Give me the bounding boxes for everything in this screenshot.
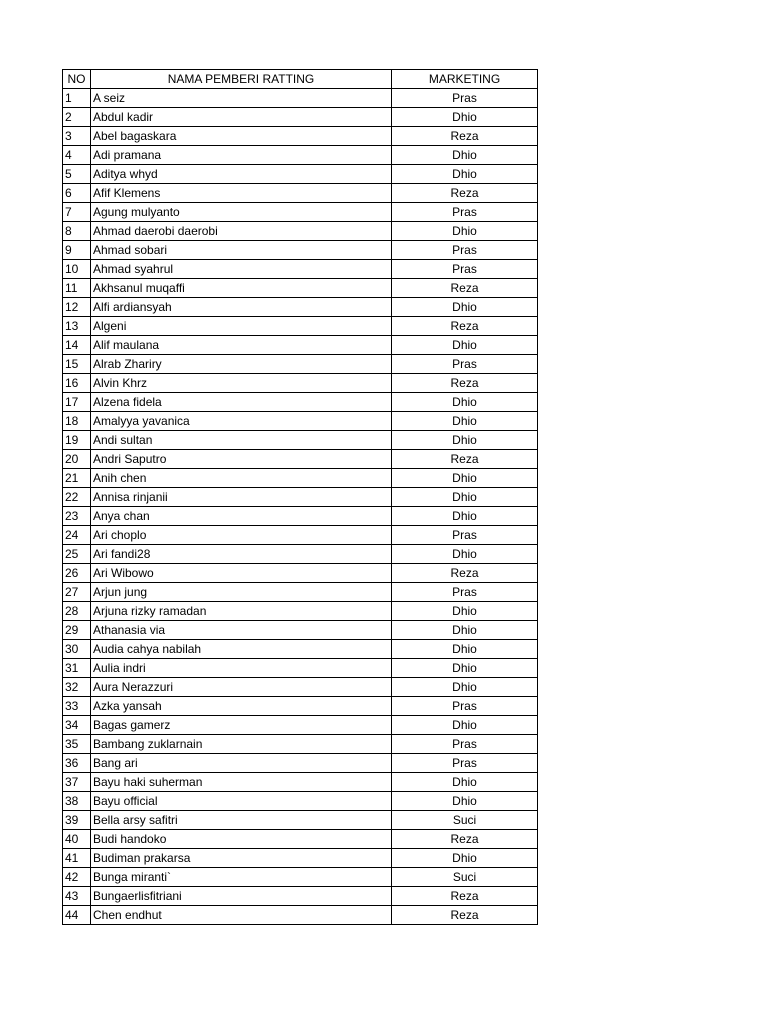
table-row (63, 602, 538, 621)
row-marketing: Dhio (392, 773, 538, 792)
row-marketing: Dhio (392, 640, 538, 659)
table-row (63, 317, 538, 336)
table-row (63, 260, 538, 279)
table-row (63, 222, 538, 241)
row-name: Bungaerlisfitriani (91, 887, 392, 906)
row-name: Alzena fidela (91, 393, 392, 412)
table-row (63, 146, 538, 165)
row-marketing: Dhio (392, 412, 538, 431)
table-row (63, 621, 538, 640)
row-name: Arjuna rizky ramadan (91, 602, 392, 621)
table-row (63, 830, 538, 849)
table-row (63, 849, 538, 868)
rating-table (62, 69, 538, 925)
row-marketing: Dhio (392, 792, 538, 811)
table-row (63, 279, 538, 298)
row-name: Alfi ardiansyah (91, 298, 392, 317)
row-name: Audia cahya nabilah (91, 640, 392, 659)
table-row (63, 203, 538, 222)
row-marketing: Dhio (392, 298, 538, 317)
row-number: 21 (63, 469, 91, 488)
row-marketing: Suci (392, 868, 538, 887)
row-marketing: Dhio (392, 849, 538, 868)
table-row (63, 127, 538, 146)
row-number: 38 (63, 792, 91, 811)
row-number: 35 (63, 735, 91, 754)
table-row (63, 393, 538, 412)
row-marketing: Reza (392, 184, 538, 203)
row-number: 2 (63, 108, 91, 127)
header-marketing: MARKETING (392, 70, 538, 89)
row-number: 42 (63, 868, 91, 887)
row-number: 41 (63, 849, 91, 868)
row-name: Annisa rinjanii (91, 488, 392, 507)
row-number: 40 (63, 830, 91, 849)
row-number: 7 (63, 203, 91, 222)
table-row (63, 640, 538, 659)
row-number: 12 (63, 298, 91, 317)
row-name: Aulia indri (91, 659, 392, 678)
row-number: 10 (63, 260, 91, 279)
row-name: Alrab Zhariry (91, 355, 392, 374)
row-name: Ahmad syahrul (91, 260, 392, 279)
table-row (63, 887, 538, 906)
row-marketing: Reza (392, 830, 538, 849)
row-number: 27 (63, 583, 91, 602)
row-number: 1 (63, 89, 91, 108)
row-marketing: Dhio (392, 507, 538, 526)
row-marketing: Dhio (392, 393, 538, 412)
row-number: 11 (63, 279, 91, 298)
row-name: Ahmad daerobi daerobi (91, 222, 392, 241)
header-name: NAMA PEMBERI RATTING (91, 70, 392, 89)
row-number: 15 (63, 355, 91, 374)
table-row (63, 108, 538, 127)
row-marketing: Pras (392, 241, 538, 260)
row-name: Amalyya yavanica (91, 412, 392, 431)
row-name: Algeni (91, 317, 392, 336)
row-name: Andi sultan (91, 431, 392, 450)
row-marketing: Reza (392, 127, 538, 146)
row-number: 8 (63, 222, 91, 241)
row-marketing: Dhio (392, 165, 538, 184)
row-name: Athanasia via (91, 621, 392, 640)
table-row (63, 241, 538, 260)
row-number: 34 (63, 716, 91, 735)
table-row (63, 450, 538, 469)
row-marketing: Suci (392, 811, 538, 830)
row-name: Afif Klemens (91, 184, 392, 203)
row-number: 16 (63, 374, 91, 393)
row-marketing: Pras (392, 89, 538, 108)
row-name: Ari Wibowo (91, 564, 392, 583)
row-name: Ari fandi28 (91, 545, 392, 564)
header-no: NO (63, 70, 91, 89)
row-marketing: Pras (392, 526, 538, 545)
row-marketing: Dhio (392, 469, 538, 488)
row-marketing: Pras (392, 260, 538, 279)
row-name: Akhsanul muqaffi (91, 279, 392, 298)
row-marketing: Pras (392, 583, 538, 602)
row-marketing: Reza (392, 279, 538, 298)
table-row (63, 488, 538, 507)
table-row (63, 545, 538, 564)
row-number: 32 (63, 678, 91, 697)
row-number: 30 (63, 640, 91, 659)
row-name: Arjun jung (91, 583, 392, 602)
row-name: Anya chan (91, 507, 392, 526)
table-row (63, 754, 538, 773)
row-name: Aditya whyd (91, 165, 392, 184)
row-marketing: Dhio (392, 716, 538, 735)
row-number: 29 (63, 621, 91, 640)
table-row (63, 906, 538, 925)
row-number: 28 (63, 602, 91, 621)
table-row (63, 184, 538, 203)
row-name: Anih chen (91, 469, 392, 488)
table-row (63, 773, 538, 792)
row-name: Budi handoko (91, 830, 392, 849)
row-marketing: Reza (392, 564, 538, 583)
row-marketing: Dhio (392, 431, 538, 450)
row-marketing: Pras (392, 355, 538, 374)
row-number: 17 (63, 393, 91, 412)
row-name: A seiz (91, 89, 392, 108)
row-name: Budiman prakarsa (91, 849, 392, 868)
row-marketing: Dhio (392, 602, 538, 621)
row-number: 22 (63, 488, 91, 507)
table-row (63, 678, 538, 697)
table-row (63, 868, 538, 887)
row-number: 37 (63, 773, 91, 792)
row-name: Bella arsy safitri (91, 811, 392, 830)
row-name: Bayu haki suherman (91, 773, 392, 792)
row-number: 39 (63, 811, 91, 830)
table-row (63, 165, 538, 184)
table-row (63, 431, 538, 450)
row-marketing: Dhio (392, 222, 538, 241)
row-marketing: Pras (392, 735, 538, 754)
table-row (63, 526, 538, 545)
row-name: Adi pramana (91, 146, 392, 165)
row-name: Bang ari (91, 754, 392, 773)
table-row (63, 336, 538, 355)
row-name: Ahmad sobari (91, 241, 392, 260)
row-name: Azka yansah (91, 697, 392, 716)
table-row (63, 792, 538, 811)
header-row (63, 70, 538, 89)
table-row (63, 811, 538, 830)
row-number: 19 (63, 431, 91, 450)
row-marketing: Dhio (392, 488, 538, 507)
row-number: 9 (63, 241, 91, 260)
row-marketing: Reza (392, 450, 538, 469)
row-marketing: Reza (392, 906, 538, 925)
table-row (63, 89, 538, 108)
row-name: Bambang zuklarnain (91, 735, 392, 754)
row-marketing: Reza (392, 317, 538, 336)
row-name: Ari choplo (91, 526, 392, 545)
row-marketing: Dhio (392, 545, 538, 564)
row-name: Alif maulana (91, 336, 392, 355)
table-row (63, 564, 538, 583)
table-row (63, 659, 538, 678)
row-number: 4 (63, 146, 91, 165)
row-number: 26 (63, 564, 91, 583)
row-number: 36 (63, 754, 91, 773)
table-row (63, 298, 538, 317)
table-row (63, 697, 538, 716)
row-marketing: Dhio (392, 108, 538, 127)
row-marketing: Dhio (392, 336, 538, 355)
row-number: 14 (63, 336, 91, 355)
row-number: 3 (63, 127, 91, 146)
row-name: Bagas gamerz (91, 716, 392, 735)
row-marketing: Dhio (392, 621, 538, 640)
row-name: Aura Nerazzuri (91, 678, 392, 697)
row-number: 24 (63, 526, 91, 545)
row-number: 43 (63, 887, 91, 906)
row-marketing: Dhio (392, 678, 538, 697)
table-row (63, 716, 538, 735)
table-row (63, 374, 538, 393)
row-number: 5 (63, 165, 91, 184)
row-marketing: Pras (392, 754, 538, 773)
table-body (63, 89, 538, 925)
row-marketing: Pras (392, 203, 538, 222)
row-marketing: Dhio (392, 146, 538, 165)
row-number: 6 (63, 184, 91, 203)
row-name: Abdul kadir (91, 108, 392, 127)
row-number: 18 (63, 412, 91, 431)
row-name: Abel bagaskara (91, 127, 392, 146)
row-number: 25 (63, 545, 91, 564)
row-marketing: Pras (392, 697, 538, 716)
row-name: Andri Saputro (91, 450, 392, 469)
table-row (63, 735, 538, 754)
row-name: Chen endhut (91, 906, 392, 925)
row-marketing: Reza (392, 374, 538, 393)
row-number: 44 (63, 906, 91, 925)
row-marketing: Dhio (392, 659, 538, 678)
table-row (63, 469, 538, 488)
row-number: 13 (63, 317, 91, 336)
row-name: Bayu official (91, 792, 392, 811)
table-row (63, 507, 538, 526)
row-number: 20 (63, 450, 91, 469)
row-number: 31 (63, 659, 91, 678)
row-name: Alvin Khrz (91, 374, 392, 393)
row-name: Bunga miranti` (91, 868, 392, 887)
row-name: Agung mulyanto (91, 203, 392, 222)
table-row (63, 355, 538, 374)
row-marketing: Reza (392, 887, 538, 906)
row-number: 33 (63, 697, 91, 716)
table-row (63, 412, 538, 431)
row-number: 23 (63, 507, 91, 526)
table-row (63, 583, 538, 602)
